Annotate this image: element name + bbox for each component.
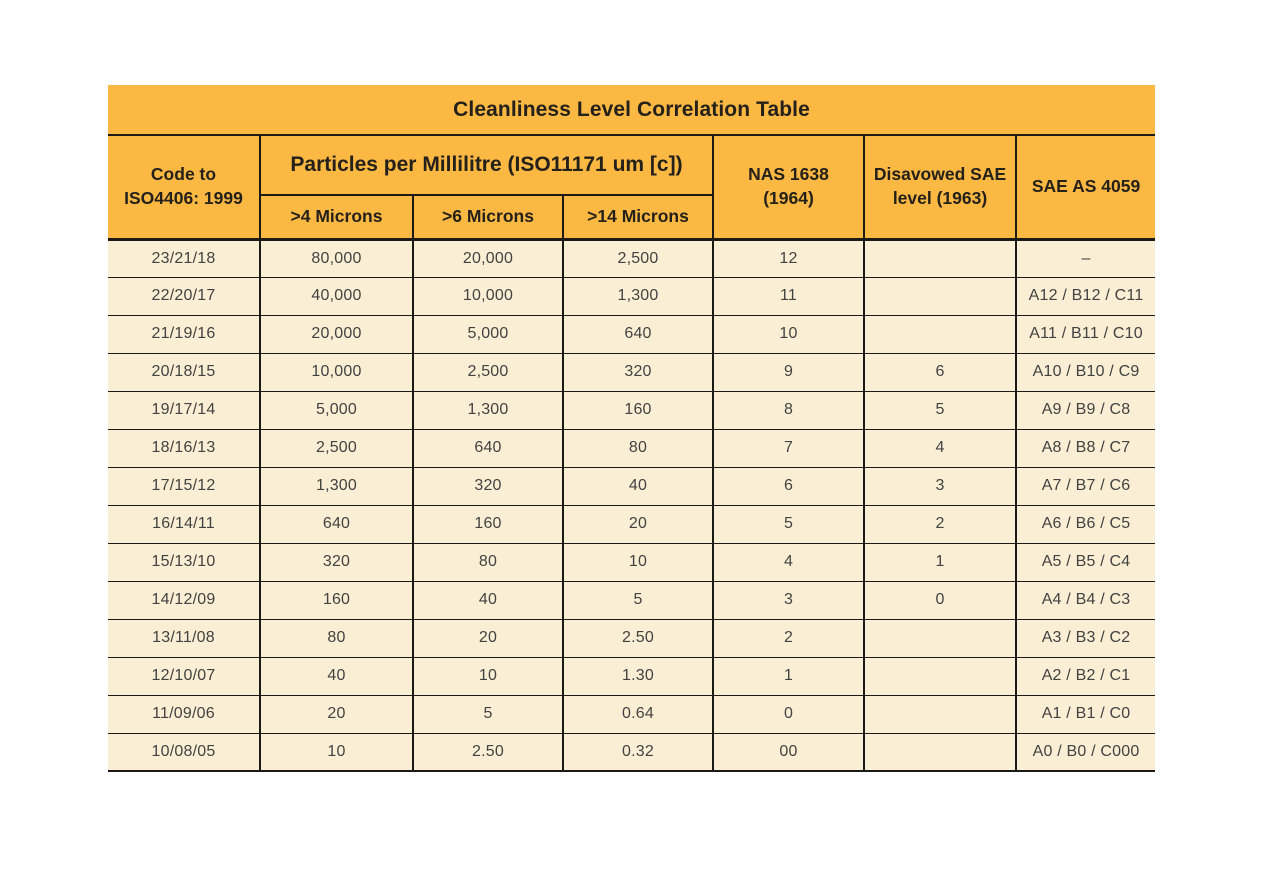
cell-gt6-microns: 640 [413, 429, 563, 467]
cell-gt14-microns: 320 [563, 353, 713, 391]
cell-gt6-microns: 10 [413, 657, 563, 695]
cell-iso4406-code: 22/20/17 [108, 277, 260, 315]
cell-disavowed-sae-1963: 1 [864, 543, 1016, 581]
table-title: Cleanliness Level Correlation Table [108, 85, 1155, 135]
cell-gt14-microns: 160 [563, 391, 713, 429]
header-gt4-microns: >4 Microns [260, 195, 413, 239]
table-row [108, 315, 1155, 353]
cell-nas-1638: 3 [713, 581, 864, 619]
cell-gt4-microns: 10,000 [260, 353, 413, 391]
cell-disavowed-sae-1963 [864, 619, 1016, 657]
cell-nas-1638: 0 [713, 695, 864, 733]
header-nas-line1: NAS 1638 [748, 164, 829, 185]
cell-gt4-microns: 10 [260, 733, 413, 771]
cell-gt4-microns: 80 [260, 619, 413, 657]
header-particles-group: Particles per Millilitre (ISO11171 um [c]) [260, 135, 713, 195]
cell-disavowed-sae-1963: 6 [864, 353, 1016, 391]
table-row [108, 505, 1155, 543]
cell-gt6-microns: 320 [413, 467, 563, 505]
table-row [108, 543, 1155, 581]
cell-iso4406-code: 18/16/13 [108, 429, 260, 467]
cell-gt14-microns: 2.50 [563, 619, 713, 657]
header-nas-1638 [713, 135, 864, 239]
cell-gt6-microns: 160 [413, 505, 563, 543]
table-row [108, 391, 1155, 429]
cell-gt6-microns: 2,500 [413, 353, 563, 391]
cell-disavowed-sae-1963 [864, 315, 1016, 353]
cell-gt6-microns: 80 [413, 543, 563, 581]
cell-iso4406-code: 12/10/07 [108, 657, 260, 695]
cell-sae-as-4059: A1 / B1 / C0 [1016, 695, 1155, 733]
cell-iso4406-code: 23/21/18 [108, 239, 260, 277]
header-code-line1: Code to [150, 164, 217, 185]
cell-disavowed-sae-1963 [864, 277, 1016, 315]
cell-disavowed-sae-1963: 3 [864, 467, 1016, 505]
cell-disavowed-sae-1963: 5 [864, 391, 1016, 429]
cell-nas-1638: 00 [713, 733, 864, 771]
cell-nas-1638: 4 [713, 543, 864, 581]
cell-sae-as-4059: A8 / B8 / C7 [1016, 429, 1155, 467]
cell-gt6-microns: 2.50 [413, 733, 563, 771]
header-row-1 [108, 135, 1155, 195]
cell-sae-as-4059: A6 / B6 / C5 [1016, 505, 1155, 543]
cell-iso4406-code: 11/09/06 [108, 695, 260, 733]
cell-gt4-microns: 640 [260, 505, 413, 543]
cell-nas-1638: 7 [713, 429, 864, 467]
header-nas-line2: (1964) [763, 187, 814, 208]
header-disavowed-line2: level (1963) [892, 187, 988, 208]
cell-gt14-microns: 0.32 [563, 733, 713, 771]
header-code-to-iso4406 [108, 135, 260, 239]
cell-iso4406-code: 14/12/09 [108, 581, 260, 619]
cell-sae-as-4059: A4 / B4 / C3 [1016, 581, 1155, 619]
cell-gt4-microns: 20,000 [260, 315, 413, 353]
cell-gt14-microns: 1.30 [563, 657, 713, 695]
cell-nas-1638: 2 [713, 619, 864, 657]
cell-nas-1638: 6 [713, 467, 864, 505]
cleanliness-correlation-table [108, 85, 1155, 772]
cell-iso4406-code: 15/13/10 [108, 543, 260, 581]
cell-sae-as-4059: A7 / B7 / C6 [1016, 467, 1155, 505]
cell-nas-1638: 1 [713, 657, 864, 695]
table-row [108, 429, 1155, 467]
cell-nas-1638: 8 [713, 391, 864, 429]
cell-nas-1638: 12 [713, 239, 864, 277]
table-row [108, 695, 1155, 733]
cell-nas-1638: 5 [713, 505, 864, 543]
cell-gt4-microns: 40,000 [260, 277, 413, 315]
cell-iso4406-code: 10/08/05 [108, 733, 260, 771]
cell-gt6-microns: 20 [413, 619, 563, 657]
table-row [108, 619, 1155, 657]
cell-disavowed-sae-1963 [864, 695, 1016, 733]
cell-sae-as-4059: A10 / B10 / C9 [1016, 353, 1155, 391]
header-gt14-microns: >14 Microns [563, 195, 713, 239]
title-row [108, 85, 1155, 135]
cell-iso4406-code: 21/19/16 [108, 315, 260, 353]
header-disavowed-sae [864, 135, 1016, 239]
cell-gt6-microns: 10,000 [413, 277, 563, 315]
cell-gt4-microns: 160 [260, 581, 413, 619]
cell-gt4-microns: 320 [260, 543, 413, 581]
cell-disavowed-sae-1963: 2 [864, 505, 1016, 543]
cell-gt6-microns: 1,300 [413, 391, 563, 429]
cell-gt6-microns: 20,000 [413, 239, 563, 277]
cell-gt14-microns: 40 [563, 467, 713, 505]
cell-nas-1638: 11 [713, 277, 864, 315]
header-code-line2: ISO4406: 1999 [124, 187, 243, 208]
table-row [108, 581, 1155, 619]
cell-sae-as-4059: – [1016, 239, 1155, 277]
header-disavowed-line1: Disavowed SAE [873, 164, 1007, 185]
cell-iso4406-code: 16/14/11 [108, 505, 260, 543]
cell-gt6-microns: 5 [413, 695, 563, 733]
cell-gt4-microns: 5,000 [260, 391, 413, 429]
cell-sae-as-4059: A3 / B3 / C2 [1016, 619, 1155, 657]
cell-gt4-microns: 40 [260, 657, 413, 695]
header-sae-as-4059: SAE AS 4059 [1016, 135, 1155, 239]
cell-gt6-microns: 5,000 [413, 315, 563, 353]
cell-sae-as-4059: A2 / B2 / C1 [1016, 657, 1155, 695]
cell-iso4406-code: 17/15/12 [108, 467, 260, 505]
table-body [108, 239, 1155, 771]
cell-gt14-microns: 2,500 [563, 239, 713, 277]
cell-gt4-microns: 2,500 [260, 429, 413, 467]
cell-gt14-microns: 10 [563, 543, 713, 581]
cell-disavowed-sae-1963 [864, 239, 1016, 277]
cell-iso4406-code: 13/11/08 [108, 619, 260, 657]
cell-sae-as-4059: A5 / B5 / C4 [1016, 543, 1155, 581]
cell-sae-as-4059: A9 / B9 / C8 [1016, 391, 1155, 429]
table-row [108, 239, 1155, 277]
cell-gt14-microns: 0.64 [563, 695, 713, 733]
cell-gt4-microns: 20 [260, 695, 413, 733]
cell-iso4406-code: 19/17/14 [108, 391, 260, 429]
header-gt6-microns: >6 Microns [413, 195, 563, 239]
table-row [108, 277, 1155, 315]
cell-gt4-microns: 80,000 [260, 239, 413, 277]
cell-sae-as-4059: A0 / B0 / C000 [1016, 733, 1155, 771]
cell-gt4-microns: 1,300 [260, 467, 413, 505]
cell-gt6-microns: 40 [413, 581, 563, 619]
cell-gt14-microns: 80 [563, 429, 713, 467]
cell-iso4406-code: 20/18/15 [108, 353, 260, 391]
cell-disavowed-sae-1963 [864, 657, 1016, 695]
cell-gt14-microns: 640 [563, 315, 713, 353]
cell-gt14-microns: 5 [563, 581, 713, 619]
table-row [108, 733, 1155, 771]
cell-disavowed-sae-1963: 0 [864, 581, 1016, 619]
cell-disavowed-sae-1963 [864, 733, 1016, 771]
table-row [108, 467, 1155, 505]
cell-gt14-microns: 1,300 [563, 277, 713, 315]
cell-gt14-microns: 20 [563, 505, 713, 543]
cell-nas-1638: 9 [713, 353, 864, 391]
cell-sae-as-4059: A12 / B12 / C11 [1016, 277, 1155, 315]
cell-nas-1638: 10 [713, 315, 864, 353]
table-row [108, 353, 1155, 391]
cell-disavowed-sae-1963: 4 [864, 429, 1016, 467]
table-row [108, 657, 1155, 695]
cell-sae-as-4059: A11 / B11 / C10 [1016, 315, 1155, 353]
